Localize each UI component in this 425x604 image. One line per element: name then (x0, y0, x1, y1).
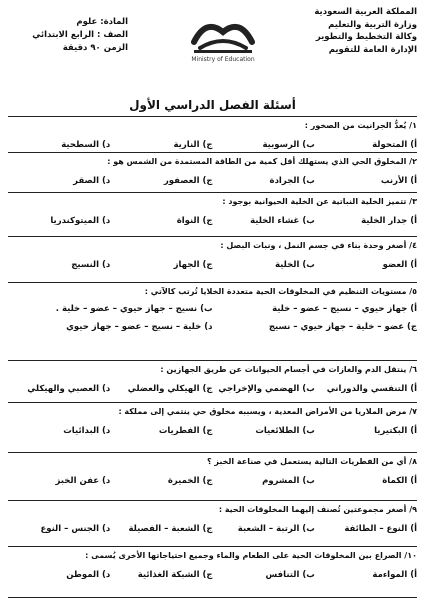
question-7 (8, 402, 417, 442)
header (8, 6, 417, 74)
option-c[interactable]: ج) الشبكة الغذائية (137, 570, 213, 580)
option-d[interactable]: د) الميتوكندريا (50, 216, 111, 226)
question-text: ١٠/ الصراع بين المخلوقات الحية على الطعام والماء وجميع احتياجاتها الأخرى يُسمى : (85, 551, 417, 560)
option-a[interactable]: أ) جدار الخلية (361, 216, 417, 226)
question-text: ٧/ مرض الملاريا من الأمراض المعدية ، ويسببه مخلوق حي ينتمي إلى مملكة : (118, 407, 417, 416)
option-b[interactable]: ب) الطلائعيات (255, 426, 315, 436)
option-d[interactable]: د) النسيج (71, 260, 111, 270)
header-line: وكالة التخطيط والتطوير (315, 32, 417, 42)
option-a[interactable]: أ) العضو (382, 260, 417, 270)
divider (8, 192, 417, 193)
option-a[interactable]: أ) جهاز حيوي – نسيج – عضو – خلية (272, 304, 417, 314)
option-b[interactable]: ب) التنافس (265, 570, 315, 580)
option-d[interactable]: د) الصقر (73, 176, 111, 186)
question-text: ٩/ أصغر مجموعتين تُصنف إليهما المخلوقات الحية : (218, 505, 417, 514)
option-c[interactable]: ج) الهيكلي والعضلي (127, 384, 213, 394)
options-row (8, 384, 417, 396)
option-c[interactable]: ج) العصفور (163, 176, 213, 186)
option-a[interactable]: أ) المتحولة (372, 140, 417, 150)
option-c[interactable]: ج) الجهاز (173, 260, 213, 270)
options-row (8, 476, 417, 488)
options-row (8, 176, 417, 188)
header-line: وزارة التربية والتعليم (328, 19, 417, 30)
question-text: ١/ يُعدُّ الجرانيت من الصخور : (304, 121, 417, 130)
question-2 (8, 152, 417, 192)
header-line: الإدارة العامة للتقويم (328, 44, 417, 55)
divider (8, 152, 417, 153)
divider (8, 360, 417, 361)
grade-line: الصف : الرابع الابتدائي (32, 30, 128, 40)
exam-title: أسئلة الفصل الدراسي الأول (129, 98, 296, 112)
option-b[interactable]: ب) الجرادة (269, 176, 315, 186)
option-c[interactable]: ج) النارية (173, 140, 213, 150)
question-3 (8, 192, 417, 232)
ministry-logo (186, 12, 260, 70)
divider (8, 500, 417, 501)
options-row (8, 426, 417, 438)
header-exam-info (8, 16, 128, 55)
option-c[interactable]: ج) النواة (176, 216, 213, 226)
divider (8, 597, 417, 598)
question-text: ٤/ أصغر وحدة بناء في جسم النمل ، ونبات البصل : (220, 241, 417, 250)
options-row (8, 570, 417, 582)
option-c[interactable]: ج) الخميرة (167, 476, 213, 486)
options-row (8, 304, 417, 322)
option-a[interactable]: أ) النوع – الطائفة (344, 524, 417, 534)
divider (8, 546, 417, 547)
option-b[interactable]: ب) الرسوبية (262, 140, 315, 150)
ministry-logo-icon (186, 12, 260, 56)
option-d[interactable]: د) السطحية (61, 140, 111, 150)
option-a[interactable]: أ) الأرنب (380, 176, 417, 186)
divider (8, 116, 417, 117)
option-a[interactable]: أ) التنفسي والدوراني (326, 384, 417, 394)
question-9 (8, 500, 417, 540)
divider (8, 452, 417, 453)
options-row (8, 524, 417, 536)
option-a[interactable]: أ) الكماة (382, 476, 417, 486)
question-4 (8, 236, 417, 276)
option-d[interactable]: د) خلية – نسيج – عضو – جهاز حيوي (66, 322, 213, 332)
question-10 (8, 546, 417, 586)
option-b[interactable]: ب) الهضمي والإخراجي (218, 384, 315, 394)
header-line: المملكة العربية السعودية (314, 7, 417, 17)
option-b[interactable]: ب) غشاء الخلية (250, 216, 315, 226)
options-row (8, 140, 417, 152)
option-b[interactable]: ب) المشروم (262, 476, 315, 486)
divider (8, 236, 417, 237)
option-a[interactable]: أ) البكتيريا (374, 426, 417, 436)
question-text: ٨/ أي من الفطريات التالية يستعمل في صناعة الخبز ؟ (206, 457, 417, 466)
option-c[interactable]: ج) الشعبة – الفصيلة (128, 524, 213, 534)
option-c[interactable]: ج) عضو – خلية – جهاز حيوي – نسيج (268, 322, 417, 332)
option-c[interactable]: ج) الفطريات (158, 426, 213, 436)
question-text: ٦/ ينتقل الدم والغازات في أجسام الحيوانات عن طريق الجهازين : (160, 365, 417, 374)
question-text: ٥/ مستويات التنظيم في المخلوقات الحية متعددة الخلايا تُرتب كالآتي : (144, 287, 417, 296)
logo-caption: Ministry of Education (191, 56, 255, 63)
question-5 (8, 282, 417, 342)
time-line: الزمن ٩٠ دقيقة (62, 43, 128, 53)
option-d[interactable]: د) الموطن (66, 570, 111, 580)
option-b[interactable]: ب) نسيج – جهاز حيوي – عضو – خلية . (55, 304, 213, 314)
options-grid (8, 304, 417, 340)
divider (8, 402, 417, 403)
option-b[interactable]: ب) الخلية (275, 260, 315, 270)
option-b[interactable]: ب) الرتبة – الشعبة (237, 524, 315, 534)
question-1 (8, 116, 417, 156)
option-d[interactable]: د) العصبي والهيكلي (27, 384, 111, 394)
question-8 (8, 452, 417, 492)
divider (8, 282, 417, 283)
subject-line: المادة: علوم (76, 17, 128, 27)
option-d[interactable]: د) البدائيات (63, 426, 111, 436)
options-row (8, 322, 417, 340)
question-6 (8, 360, 417, 400)
question-text: ٣/ تتميز الخلية النباتية عن الخلية الحيوانية بوجود : (222, 197, 417, 206)
options-row (8, 216, 417, 228)
question-text: ٢/ المخلوق الحي الذي يستهلك أقل كمية من الطاقة المستمدة من الشمس هو : (107, 157, 417, 166)
header-ministry-block (252, 6, 417, 56)
option-d[interactable]: د) الجنس – النوع (40, 524, 111, 534)
options-row (8, 260, 417, 272)
option-a[interactable]: أ) المواءمة (372, 570, 417, 580)
option-d[interactable]: د) عفن الخبز (55, 476, 111, 486)
